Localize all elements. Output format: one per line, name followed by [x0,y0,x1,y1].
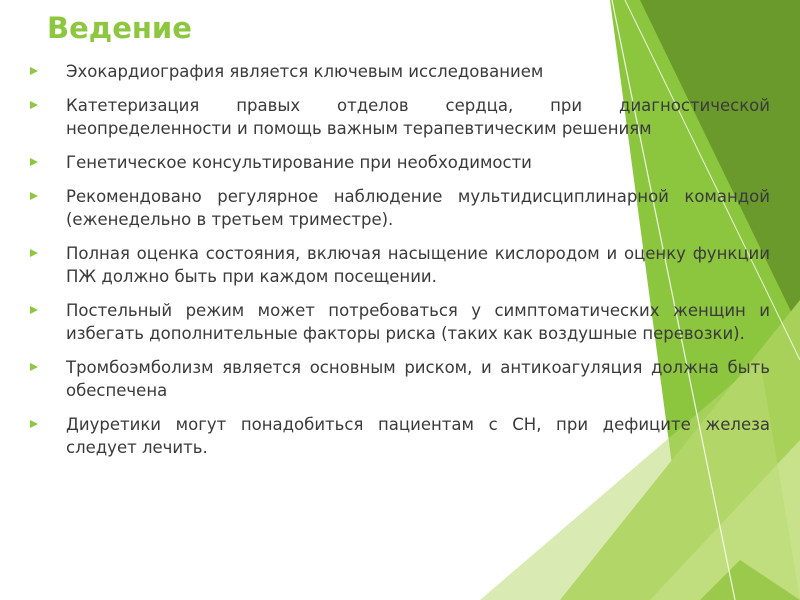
bullet-item [30,242,770,288]
triangle-bullet-icon [30,249,38,257]
bullet-item [30,60,770,83]
triangle-bullet-icon [30,158,38,166]
triangle-bullet-icon [30,363,38,371]
bullet-text: Диуретики могут понадобиться пациентам с СН, при дефиците железа следует лечить. [66,415,770,457]
triangle-bullet-icon [30,306,38,314]
bullet-item [30,151,770,174]
slide-title: Ведение [47,11,192,45]
bullet-text: Эхокардиография является ключевым исследованием [66,62,544,81]
bullet-text: Полная оценка состояния, включая насыщение кислородом и оценку функции ПЖ должно быть при каждом посещении. [66,244,770,286]
triangle-bullet-icon [30,67,38,75]
bullet-text: Постельный режим может потребоваться у симптоматических женщин и избегать дополнительные факторы риска (таких как воздушные перевозки). [66,301,770,343]
triangle-bullet-icon [30,420,38,428]
bullet-text: Генетическое консультирование при необходимости [66,153,532,172]
bullet-text: Тромбоэмболизм является основным риском, и антикоагуляция должна быть обеспечена [66,358,770,400]
bullet-item [30,299,770,345]
bullet-text: Рекомендовано регулярное наблюдение мультидисциплинарной командой (еженедельно в третьем триместре). [66,187,770,229]
bullet-item [30,94,770,140]
bullet-text: Катетеризация правых отделов сердца, при диагностической неопределенности и помощь важным терапевтическим решениям [66,96,770,138]
bullet-item [30,185,770,231]
triangle-bullet-icon [30,192,38,200]
bullet-list [30,60,770,470]
bullet-item [30,356,770,402]
triangle-bullet-icon [30,101,38,109]
bullet-item [30,413,770,459]
